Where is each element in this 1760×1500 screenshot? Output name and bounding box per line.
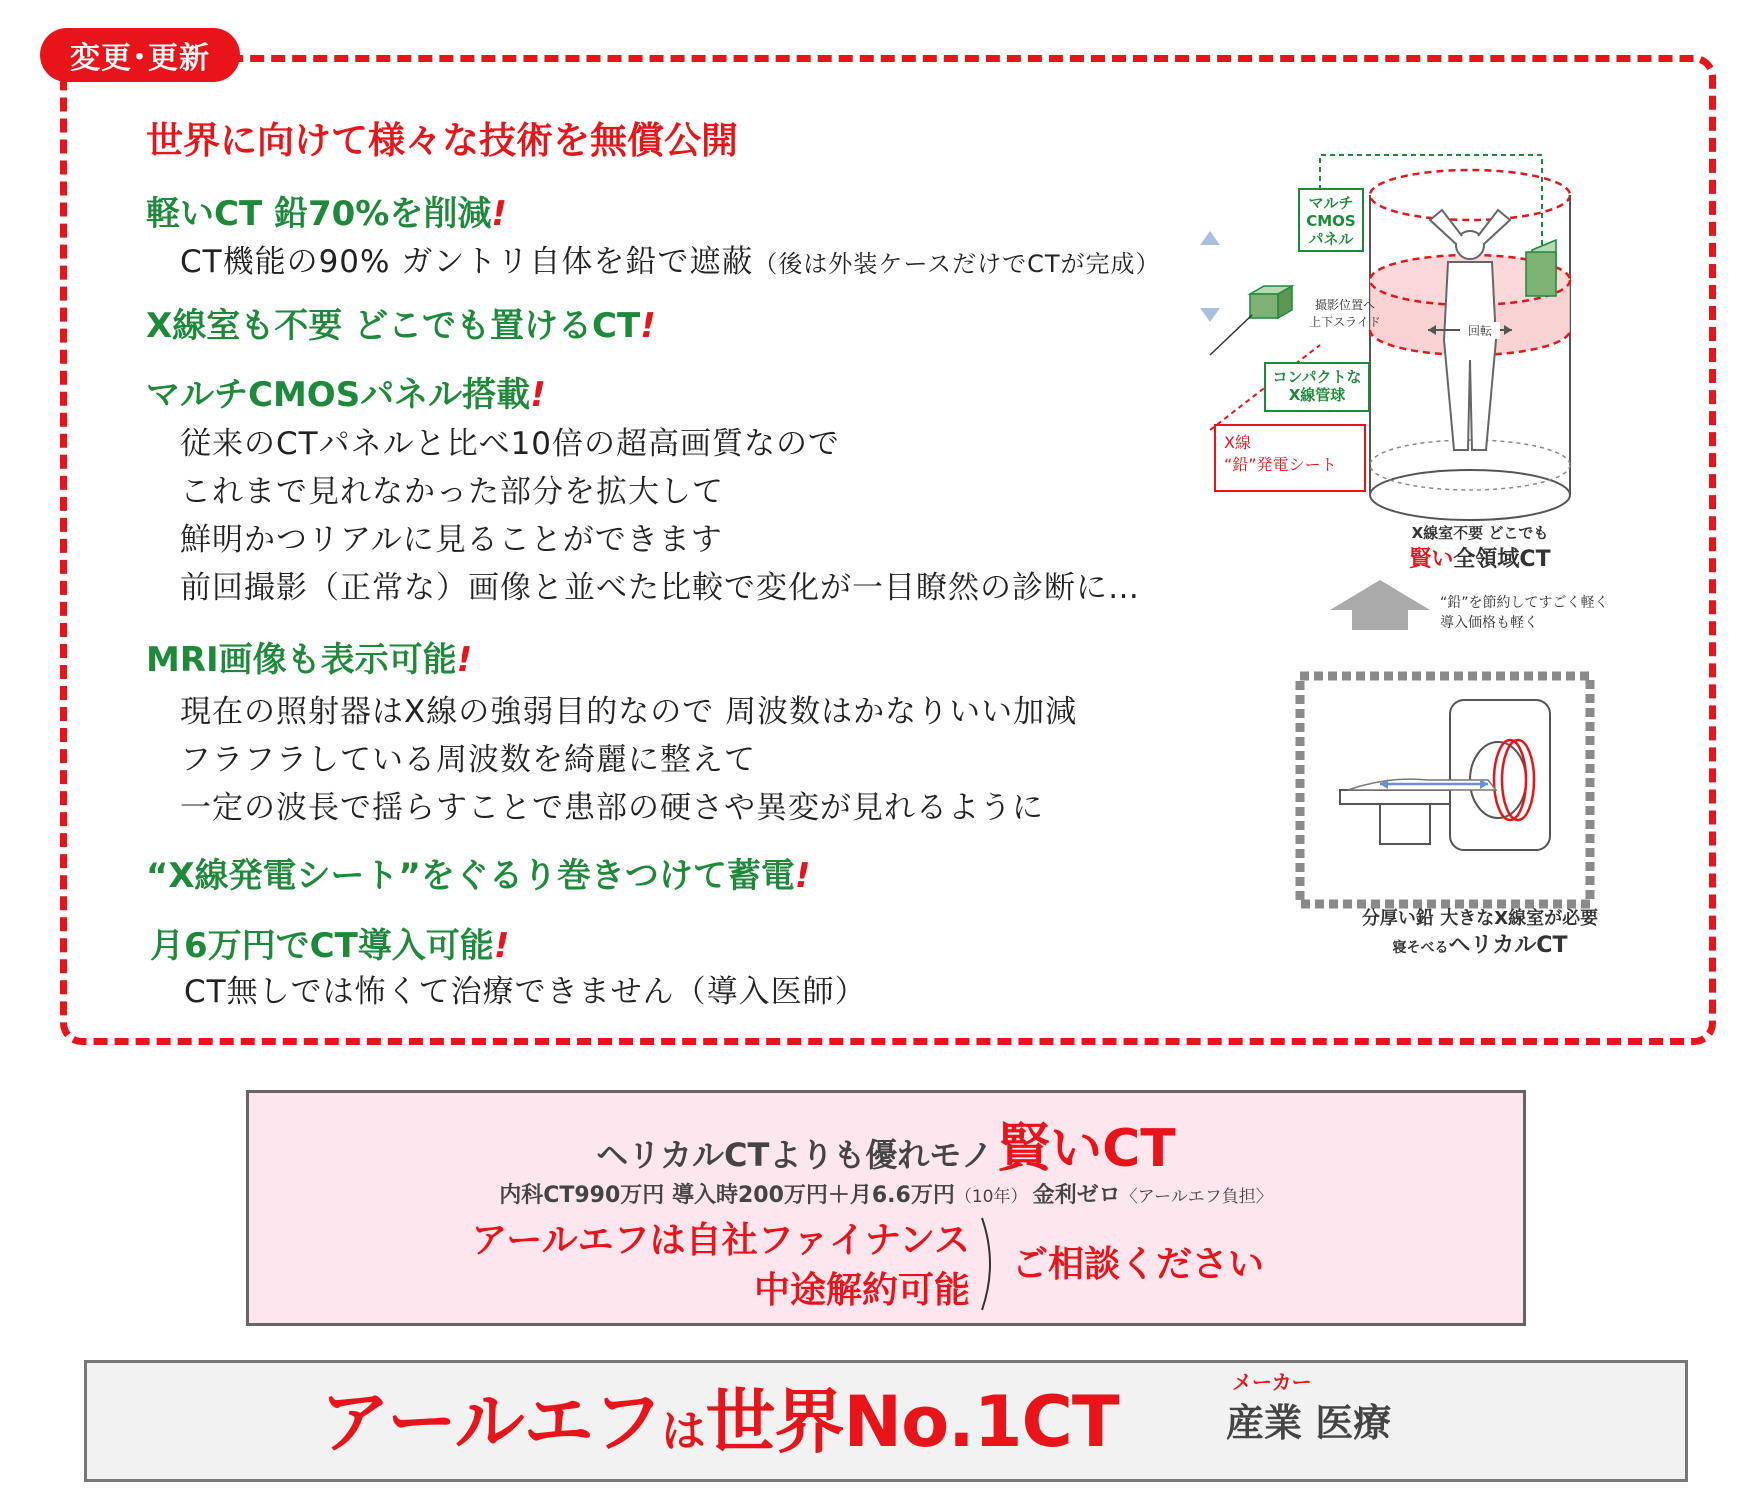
bracket-icon [978,1214,1002,1314]
light-ct-text: CT機能の90% ガントリ自体を鉛で遮蔽（後は外装ケースだけでCTが完成） [180,244,1161,280]
slogan-sub: 産業 医療 [1226,1401,1392,1445]
slide-up-icon [1200,231,1220,245]
rotate-label: 回転 [1460,322,1500,339]
exclamation-icon: ! [491,194,507,234]
pricing-details: 内科CT990万円 導入時200万円＋月6.6万円（10年） 金利ゼロ〈アールエフ負担〉 [499,1183,1273,1208]
pricing-title-row [246,1106,1526,1181]
update-tag: 変更･更新 [40,28,240,82]
slide-label: 撮影位置へ 上下スライド [1309,298,1381,329]
power-sheet-label: X線 “鉛”発電シート [1214,424,1366,492]
mri-line-2: フラフラしている周波数を綺麗に整えて [180,742,756,778]
price-text: CT無しでは怖くて治療できません（導入医師） [184,974,867,1010]
consult-text: ご相談ください [1012,1244,1265,1285]
exclamation-icon: ! [794,856,811,896]
helical-ct-caption-1: 分厚い鉛 大きなX線室が必要 [1361,908,1599,929]
slogan-maker: メーカー [1232,1370,1312,1394]
finance-line-2: 中途解約可能 [753,1270,970,1311]
xray-tube-label: コンパクトな X線管球 [1264,362,1370,412]
mri-line-3: 一定の波長で揺らすことで患部の硬さや異変が見れるように [180,790,1044,826]
slide-down-icon [1200,308,1220,322]
headline: 世界に向けて様々な技術を無償公開 [146,119,738,162]
arrow-note: “鉛”を節約してすごく軽く 導入価格も軽く [1440,595,1609,631]
cmos-line-3: 鮮明かつリアルに見ることができます [180,522,723,558]
cmos-line-4: 前回撮影（正常な）画像と並べた比較で変化が一目瞭然の診断に… [180,570,1140,606]
helical-ct-machine [1340,700,1550,850]
light-ct-title: 軽いCT 鉛70%を削減! [146,194,507,234]
smart-ct-caption: 賢い全領域CT [1409,547,1551,572]
exclamation-icon: ! [456,640,473,680]
price-title: 月6万円でCT導入可能! [150,926,510,966]
upgrade-arrow-icon [1330,580,1430,630]
cmos-panel-box [1526,240,1556,296]
cmos-line-2: これまで見れなかった部分を拡大して [180,474,724,510]
pricing-title: ヘリカルCTよりも優れモノ [596,1136,993,1174]
cmos-line-1: 従来のCTパネルと比べ10倍の超高画質なので [180,426,841,462]
tube-connector [1210,315,1252,355]
pricing-title-accent: 賢いCT [998,1119,1176,1179]
mri-title: MRI画像も表示可能! [146,640,473,680]
xray-tube-box [1250,286,1292,318]
mri-line-1: 現在の照射器はX線の強弱目的なので 周波数はかなりいい加減 [180,694,1078,730]
light-ct-note: （後は外装ケースだけでCTが完成） [753,250,1161,278]
cmos-panel-label: マルチ CMOS パネル [1298,188,1364,252]
slogan-main: アールエフは世界No.1CT [320,1381,1119,1463]
sheet-title: “X線発電シート”をぐるり巻きつけて蓄電! [146,856,811,896]
no-room-title: X線室も不要 どこでも置けるCT! [146,306,656,346]
cmos-title: マルチCMOSパネル搭載! [146,375,546,415]
exclamation-icon: ! [640,306,656,346]
exclamation-icon: ! [530,375,546,415]
exclamation-icon: ! [493,926,510,966]
smart-ct-caption-small: X線室不要 どこでも [1411,524,1549,542]
finance-line-1: アールエフは自社ファイナンス [471,1220,970,1261]
helical-ct-caption-2: 寝そべるヘリカルCT [1392,933,1568,958]
